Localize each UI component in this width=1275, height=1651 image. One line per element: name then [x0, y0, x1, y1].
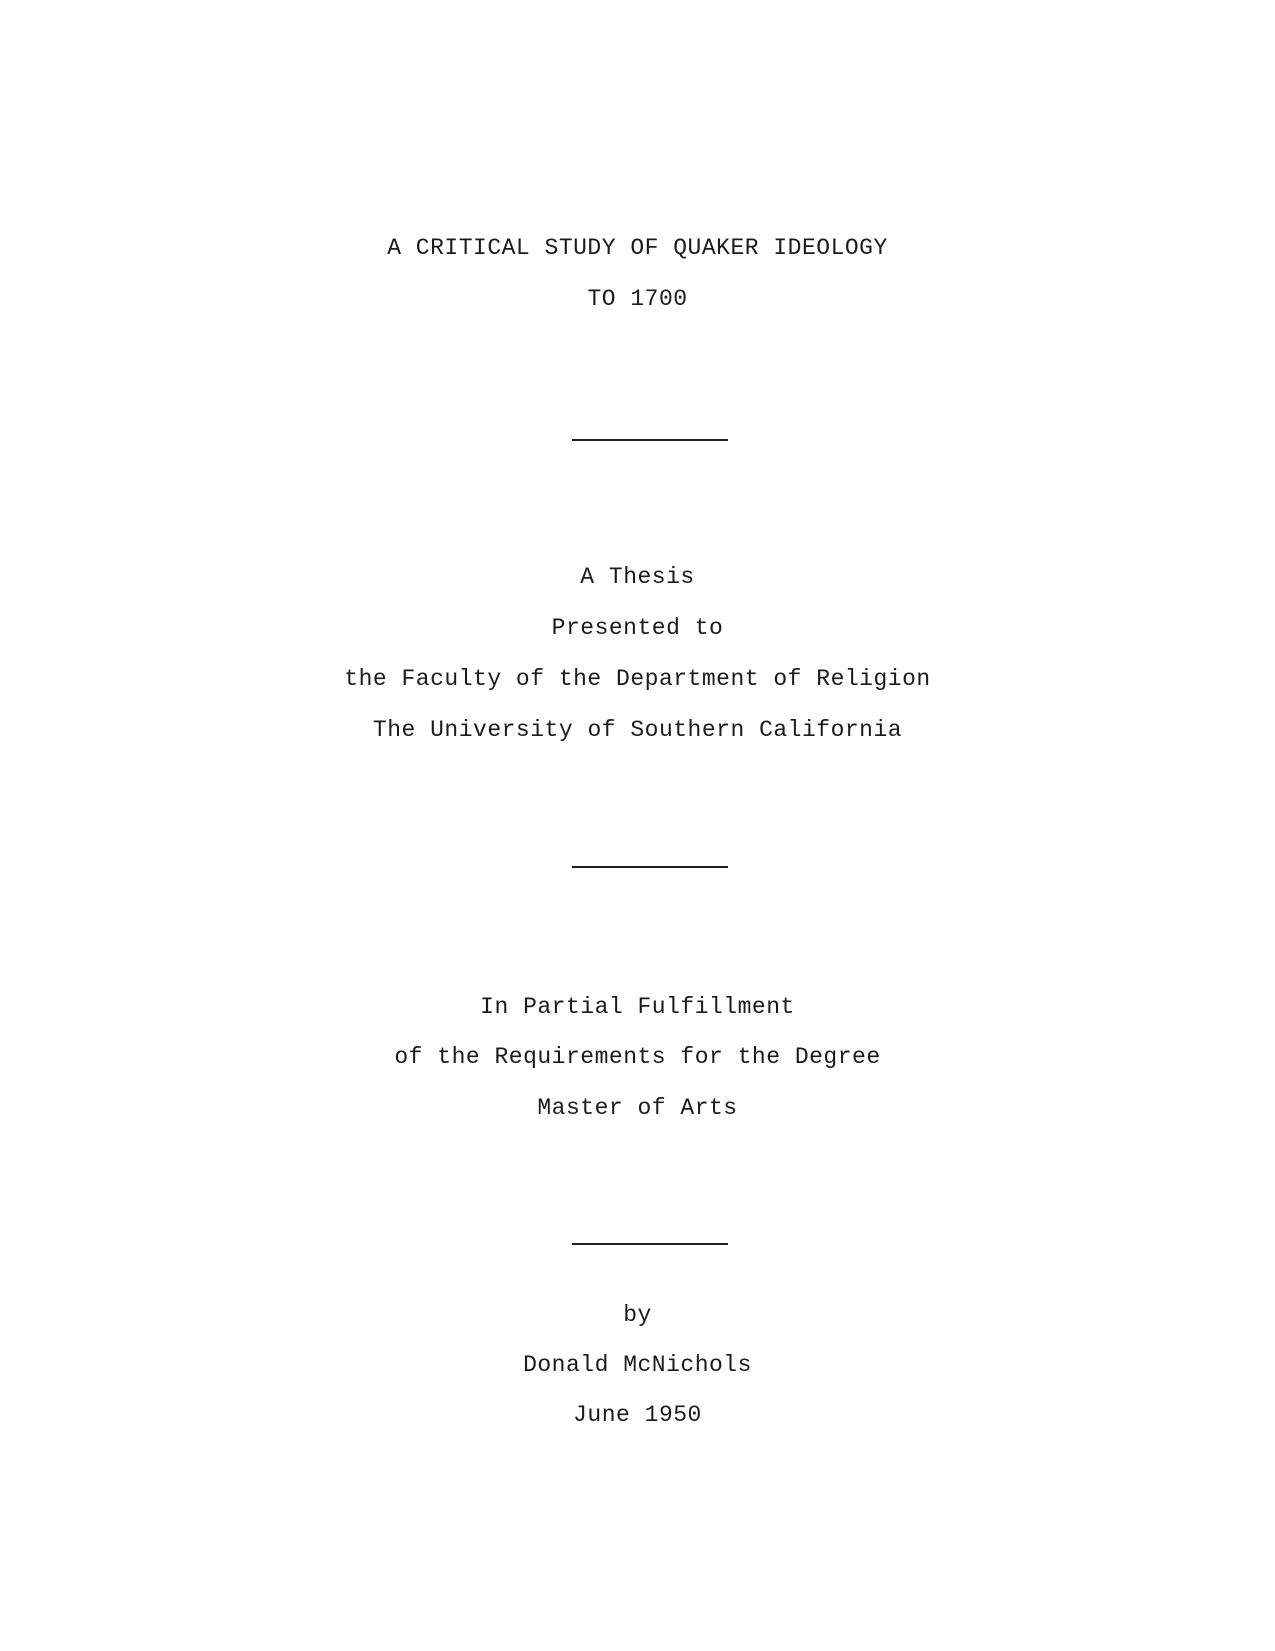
presented-to-line: Presented to: [551, 615, 724, 641]
thesis-title-line-1: A CRITICAL STUDY OF QUAKER IDEOLOGY: [387, 235, 888, 261]
fulfillment-line-2: of the Requirements for the Degree: [394, 1044, 881, 1070]
divider-rule-3: [572, 1243, 728, 1245]
by-line: by: [623, 1302, 652, 1328]
author-name: Donald McNichols: [523, 1352, 752, 1378]
thesis-label: A Thesis: [580, 564, 695, 590]
fulfillment-line-1: In Partial Fulfillment: [480, 994, 795, 1020]
university-line: The University of Southern California: [372, 717, 903, 743]
divider-rule-1: [572, 439, 728, 441]
divider-rule-2: [572, 866, 728, 868]
degree-line: Master of Arts: [537, 1095, 738, 1121]
faculty-line: the Faculty of the Department of Religion: [344, 666, 931, 692]
thesis-title-line-2: TO 1700: [587, 286, 688, 312]
submission-date: June 1950: [573, 1402, 702, 1428]
